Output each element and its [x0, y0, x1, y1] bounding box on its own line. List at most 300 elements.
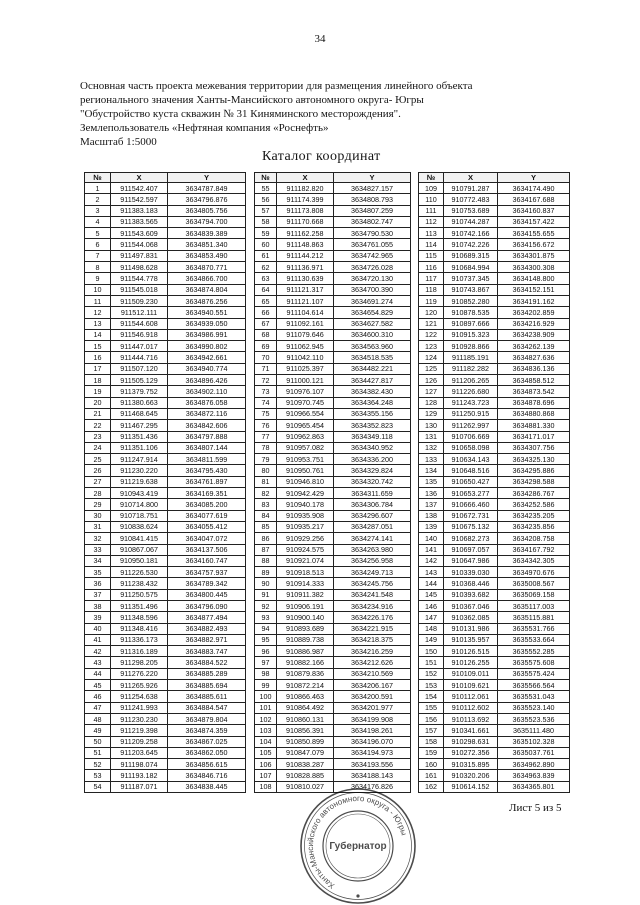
- x-coordinate: 911243.723: [444, 398, 498, 409]
- x-coordinate: 910697.057: [444, 545, 498, 556]
- x-coordinate: 911351.106: [111, 443, 168, 454]
- point-number: 7: [85, 251, 111, 262]
- point-number: 123: [419, 341, 444, 352]
- header-line-4: Землепользователь «Нефтяная компания «Роснефть»: [80, 122, 329, 134]
- y-coordinate: 3634990.802: [168, 341, 246, 352]
- x-coordinate: 910921.074: [277, 556, 334, 567]
- x-coordinate: 910672.731: [444, 511, 498, 522]
- point-number: 74: [255, 398, 277, 409]
- y-coordinate: 3634201.977: [334, 703, 411, 714]
- y-coordinate: 3634241.548: [334, 590, 411, 601]
- x-coordinate: 911542.407: [111, 183, 168, 194]
- point-number: 17: [85, 364, 111, 375]
- point-number: 90: [255, 578, 277, 589]
- x-coordinate: 910852.280: [444, 296, 498, 307]
- point-number: 78: [255, 443, 277, 454]
- table-header-number: №: [419, 173, 444, 183]
- x-coordinate: 910743.867: [444, 285, 498, 296]
- y-coordinate: 3634878.696: [498, 398, 570, 409]
- point-number: 150: [419, 646, 444, 657]
- x-coordinate: 911148.863: [277, 239, 334, 250]
- y-coordinate: 3634329.824: [334, 465, 411, 476]
- catalog-title: Каталог координат: [262, 149, 381, 164]
- point-number: 153: [419, 680, 444, 691]
- y-coordinate: 3635523.536: [498, 714, 570, 725]
- x-coordinate: 911062.945: [277, 341, 334, 352]
- y-coordinate: 3634155.655: [498, 228, 570, 239]
- point-number: 100: [255, 691, 277, 702]
- x-coordinate: 911348.596: [111, 612, 168, 623]
- point-number: 140: [419, 533, 444, 544]
- point-number: 63: [255, 273, 277, 284]
- point-number: 55: [255, 183, 277, 194]
- y-coordinate: 3634169.351: [168, 488, 246, 499]
- y-coordinate: 3634193.556: [334, 759, 411, 770]
- x-coordinate: 911546.918: [111, 330, 168, 341]
- x-coordinate: 910950.181: [111, 556, 168, 567]
- x-coordinate: 910900.140: [277, 612, 334, 623]
- x-coordinate: 910112.061: [444, 691, 498, 702]
- y-coordinate: 3635069.158: [498, 590, 570, 601]
- x-coordinate: 910368.446: [444, 578, 498, 589]
- point-number: 143: [419, 567, 444, 578]
- y-coordinate: 3634874.804: [168, 285, 246, 296]
- y-coordinate: 3634274.141: [334, 533, 411, 544]
- point-number: 6: [85, 239, 111, 250]
- point-number: 27: [85, 477, 111, 488]
- y-coordinate: 3634200.591: [334, 691, 411, 702]
- y-coordinate: 3634726.028: [334, 262, 411, 273]
- x-coordinate: 910866.463: [277, 691, 334, 702]
- y-coordinate: 3634986.991: [168, 330, 246, 341]
- x-coordinate: 911079.646: [277, 330, 334, 341]
- point-number: 70: [255, 352, 277, 363]
- x-coordinate: 910860.131: [277, 714, 334, 725]
- y-coordinate: 3634877.494: [168, 612, 246, 623]
- x-coordinate: 911512.111: [111, 307, 168, 318]
- y-coordinate: 3634427.817: [334, 375, 411, 386]
- point-number: 34: [85, 556, 111, 567]
- y-coordinate: 3635552.285: [498, 646, 570, 657]
- x-coordinate: 910911.382: [277, 590, 334, 601]
- x-coordinate: 911505.129: [111, 375, 168, 386]
- header-line-1: Основная часть проекта межевания территории для размещения линейного объекта: [80, 80, 473, 92]
- y-coordinate: 3634218.375: [334, 635, 411, 646]
- point-number: 156: [419, 714, 444, 725]
- point-number: 51: [85, 748, 111, 759]
- x-coordinate: 911383.183: [111, 206, 168, 217]
- y-coordinate: 3634245.756: [334, 578, 411, 589]
- x-coordinate: 910906.191: [277, 601, 334, 612]
- y-coordinate: 3634627.582: [334, 319, 411, 330]
- header-line-3: "Обустройство куста скважин № 31 Киняминского месторождения".: [80, 108, 401, 120]
- y-coordinate: 3634842.606: [168, 420, 246, 431]
- x-coordinate: 910918.513: [277, 567, 334, 578]
- point-number: 36: [85, 578, 111, 589]
- y-coordinate: 3635102.328: [498, 737, 570, 748]
- x-coordinate: 911467.295: [111, 420, 168, 431]
- x-coordinate: 911544.608: [111, 319, 168, 330]
- y-coordinate: 3634858.512: [498, 375, 570, 386]
- point-number: 82: [255, 488, 277, 499]
- point-number: 66: [255, 307, 277, 318]
- y-coordinate: 3635117.003: [498, 601, 570, 612]
- y-coordinate: 3634171.017: [498, 432, 570, 443]
- x-coordinate: 911250.575: [111, 590, 168, 601]
- table-header-number: №: [255, 173, 277, 183]
- y-coordinate: 3634296.607: [334, 511, 411, 522]
- y-coordinate: 3634208.758: [498, 533, 570, 544]
- y-coordinate: 3634482.221: [334, 364, 411, 375]
- x-coordinate: 910838.624: [111, 522, 168, 533]
- y-coordinate: 3635575.424: [498, 669, 570, 680]
- point-number: 134: [419, 465, 444, 476]
- point-number: 104: [255, 737, 277, 748]
- x-coordinate: 911383.565: [111, 217, 168, 228]
- y-coordinate: 3634563.960: [334, 341, 411, 352]
- x-coordinate: 910976.107: [277, 386, 334, 397]
- y-coordinate: 3634856.615: [168, 759, 246, 770]
- point-number: 53: [85, 770, 111, 781]
- y-coordinate: 3634896.426: [168, 375, 246, 386]
- x-coordinate: 910367.046: [444, 601, 498, 612]
- x-coordinate: 910943.419: [111, 488, 168, 499]
- point-number: 107: [255, 770, 277, 781]
- x-coordinate: 911336.173: [111, 635, 168, 646]
- point-number: 3: [85, 206, 111, 217]
- y-coordinate: 3634342.305: [498, 556, 570, 567]
- y-coordinate: 3634355.156: [334, 409, 411, 420]
- x-coordinate: 910113.692: [444, 714, 498, 725]
- x-coordinate: 911185.191: [444, 352, 498, 363]
- y-coordinate: 3634202.859: [498, 307, 570, 318]
- point-number: 103: [255, 725, 277, 736]
- y-coordinate: 3634873.542: [498, 386, 570, 397]
- x-coordinate: 910847.079: [277, 748, 334, 759]
- point-number: 159: [419, 748, 444, 759]
- y-coordinate: 3634882.971: [168, 635, 246, 646]
- y-coordinate: 3634320.742: [334, 477, 411, 488]
- x-coordinate: 910653.277: [444, 488, 498, 499]
- point-number: 105: [255, 748, 277, 759]
- x-coordinate: 910928.866: [444, 341, 498, 352]
- y-coordinate: 3634167.792: [498, 545, 570, 556]
- x-coordinate: 910889.738: [277, 635, 334, 646]
- point-number: 112: [419, 217, 444, 228]
- x-coordinate: 911144.212: [277, 251, 334, 262]
- x-coordinate: 910791.287: [444, 183, 498, 194]
- x-coordinate: 910135.957: [444, 635, 498, 646]
- y-coordinate: 3634352.823: [334, 420, 411, 431]
- point-number: 149: [419, 635, 444, 646]
- x-coordinate: 911203.645: [111, 748, 168, 759]
- point-number: 95: [255, 635, 277, 646]
- point-number: 126: [419, 375, 444, 386]
- x-coordinate: 911230.220: [111, 465, 168, 476]
- x-coordinate: 910882.166: [277, 657, 334, 668]
- x-coordinate: 910614.152: [444, 782, 498, 793]
- x-coordinate: 910935.908: [277, 511, 334, 522]
- x-coordinate: 910737.345: [444, 273, 498, 284]
- y-coordinate: 3635575.608: [498, 657, 570, 668]
- y-coordinate: 3634249.713: [334, 567, 411, 578]
- x-coordinate: 911182.820: [277, 183, 334, 194]
- y-coordinate: 3634827.157: [334, 183, 411, 194]
- y-coordinate: 3634262.139: [498, 341, 570, 352]
- y-coordinate: 3634306.784: [334, 499, 411, 510]
- y-coordinate: 3634807.259: [334, 206, 411, 217]
- coordinates-table-1: [84, 172, 246, 793]
- point-number: 65: [255, 296, 277, 307]
- x-coordinate: 910126.255: [444, 657, 498, 668]
- y-coordinate: 3634970.676: [498, 567, 570, 578]
- point-number: 119: [419, 296, 444, 307]
- x-coordinate: 910878.535: [444, 307, 498, 318]
- x-coordinate: 910893.689: [277, 624, 334, 635]
- x-coordinate: 911351.496: [111, 601, 168, 612]
- point-number: 21: [85, 409, 111, 420]
- y-coordinate: 3634796.876: [168, 194, 246, 205]
- x-coordinate: 910131.986: [444, 624, 498, 635]
- y-coordinate: 3634226.176: [334, 612, 411, 623]
- point-number: 5: [85, 228, 111, 239]
- x-coordinate: 911226.530: [111, 567, 168, 578]
- x-coordinate: 910935.217: [277, 522, 334, 533]
- x-coordinate: 911121.317: [277, 285, 334, 296]
- x-coordinate: 911250.915: [444, 409, 498, 420]
- x-coordinate: 910970.745: [277, 398, 334, 409]
- y-coordinate: 3634307.756: [498, 443, 570, 454]
- x-coordinate: 910714.800: [111, 499, 168, 510]
- point-number: 116: [419, 262, 444, 273]
- point-number: 20: [85, 398, 111, 409]
- point-number: 54: [85, 782, 111, 793]
- point-number: 25: [85, 454, 111, 465]
- table-header-x: X: [277, 173, 334, 183]
- y-coordinate: 3634720.130: [334, 273, 411, 284]
- y-coordinate: 3634902.110: [168, 386, 246, 397]
- x-coordinate: 911509.230: [111, 296, 168, 307]
- x-coordinate: 910648.516: [444, 465, 498, 476]
- point-number: 42: [85, 646, 111, 657]
- coordinates-table-3: [418, 172, 570, 793]
- x-coordinate: 911379.752: [111, 386, 168, 397]
- point-number: 2: [85, 194, 111, 205]
- point-number: 101: [255, 703, 277, 714]
- y-coordinate: 3634340.952: [334, 443, 411, 454]
- point-number: 40: [85, 624, 111, 635]
- y-coordinate: 3634216.929: [498, 319, 570, 330]
- stamp-center-text: Губернатор: [329, 841, 387, 852]
- point-number: 145: [419, 590, 444, 601]
- x-coordinate: 910867.067: [111, 545, 168, 556]
- stamp-dot-mark: [356, 894, 359, 897]
- point-number: 136: [419, 488, 444, 499]
- x-coordinate: 910914.333: [277, 578, 334, 589]
- point-number: 124: [419, 352, 444, 363]
- y-coordinate: 3635531.766: [498, 624, 570, 635]
- point-number: 144: [419, 578, 444, 589]
- point-number: 73: [255, 386, 277, 397]
- x-coordinate: 910872.214: [277, 680, 334, 691]
- point-number: 33: [85, 545, 111, 556]
- point-number: 131: [419, 432, 444, 443]
- y-coordinate: 3635037.761: [498, 748, 570, 759]
- point-number: 158: [419, 737, 444, 748]
- point-number: 67: [255, 319, 277, 330]
- y-coordinate: 3634839.389: [168, 228, 246, 239]
- x-coordinate: 911104.614: [277, 307, 334, 318]
- point-number: 64: [255, 285, 277, 296]
- point-number: 46: [85, 691, 111, 702]
- y-coordinate: 3634518.535: [334, 352, 411, 363]
- x-coordinate: 910950.761: [277, 465, 334, 476]
- x-coordinate: 910841.415: [111, 533, 168, 544]
- point-number: 148: [419, 624, 444, 635]
- y-coordinate: 3634654.829: [334, 307, 411, 318]
- y-coordinate: 3634364.248: [334, 398, 411, 409]
- point-number: 89: [255, 567, 277, 578]
- document-header: [80, 79, 473, 149]
- point-number: 122: [419, 330, 444, 341]
- x-coordinate: 910650.427: [444, 477, 498, 488]
- table-header-x: X: [111, 173, 168, 183]
- point-number: 146: [419, 601, 444, 612]
- y-coordinate: 3634691.274: [334, 296, 411, 307]
- y-coordinate: 3634789.342: [168, 578, 246, 589]
- x-coordinate: 911276.220: [111, 669, 168, 680]
- y-coordinate: 3634872.116: [168, 409, 246, 420]
- y-coordinate: 3634942.661: [168, 352, 246, 363]
- x-coordinate: 911187.071: [111, 782, 168, 793]
- point-number: 35: [85, 567, 111, 578]
- y-coordinate: 3634152.151: [498, 285, 570, 296]
- x-coordinate: 911136.971: [277, 262, 334, 273]
- table-header-y: Y: [498, 173, 570, 183]
- y-coordinate: 3634884.522: [168, 657, 246, 668]
- point-number: 160: [419, 759, 444, 770]
- point-number: 91: [255, 590, 277, 601]
- y-coordinate: 3634796.090: [168, 601, 246, 612]
- point-number: 114: [419, 239, 444, 250]
- x-coordinate: 910810.027: [277, 782, 334, 793]
- point-number: 79: [255, 454, 277, 465]
- x-coordinate: 911468.645: [111, 409, 168, 420]
- x-coordinate: 910856.391: [277, 725, 334, 736]
- y-coordinate: 3634286.767: [498, 488, 570, 499]
- x-coordinate: 911092.161: [277, 319, 334, 330]
- x-coordinate: 910666.460: [444, 499, 498, 510]
- table-header-x: X: [444, 173, 498, 183]
- x-coordinate: 910362.085: [444, 612, 498, 623]
- point-number: 121: [419, 319, 444, 330]
- point-number: 125: [419, 364, 444, 375]
- point-number: 110: [419, 194, 444, 205]
- point-number: 132: [419, 443, 444, 454]
- y-coordinate: 3634238.909: [498, 330, 570, 341]
- point-number: 9: [85, 273, 111, 284]
- point-number: 22: [85, 420, 111, 431]
- header-line-5: Масштаб 1:5000: [80, 136, 157, 148]
- x-coordinate: 911544.778: [111, 273, 168, 284]
- point-number: 68: [255, 330, 277, 341]
- x-coordinate: 910272.356: [444, 748, 498, 759]
- point-number: 137: [419, 499, 444, 510]
- x-coordinate: 911316.189: [111, 646, 168, 657]
- x-coordinate: 910940.178: [277, 499, 334, 510]
- table-header-number: №: [85, 173, 111, 183]
- sheet-number: Лист 5 из 5: [509, 802, 562, 814]
- y-coordinate: 3634838.445: [168, 782, 246, 793]
- y-coordinate: 3634600.310: [334, 330, 411, 341]
- x-coordinate: 910946.810: [277, 477, 334, 488]
- x-coordinate: 910965.454: [277, 420, 334, 431]
- y-coordinate: 3634876.256: [168, 296, 246, 307]
- point-number: 60: [255, 239, 277, 250]
- point-number: 58: [255, 217, 277, 228]
- point-number: 96: [255, 646, 277, 657]
- point-number: 85: [255, 522, 277, 533]
- y-coordinate: 3634962.890: [498, 759, 570, 770]
- x-coordinate: 911198.074: [111, 759, 168, 770]
- point-number: 49: [85, 725, 111, 736]
- point-number: 93: [255, 612, 277, 623]
- y-coordinate: 3634263.980: [334, 545, 411, 556]
- point-number: 31: [85, 522, 111, 533]
- y-coordinate: 3634802.747: [334, 217, 411, 228]
- x-coordinate: 911247.914: [111, 454, 168, 465]
- point-number: 59: [255, 228, 277, 239]
- y-coordinate: 3634325.130: [498, 454, 570, 465]
- point-number: 80: [255, 465, 277, 476]
- x-coordinate: 910915.323: [444, 330, 498, 341]
- point-number: 106: [255, 759, 277, 770]
- x-coordinate: 911193.182: [111, 770, 168, 781]
- x-coordinate: 911042.110: [277, 352, 334, 363]
- y-coordinate: 3634191.162: [498, 296, 570, 307]
- point-number: 38: [85, 601, 111, 612]
- x-coordinate: 911000.121: [277, 375, 334, 386]
- y-coordinate: 3634795.430: [168, 465, 246, 476]
- x-coordinate: 910718.751: [111, 511, 168, 522]
- point-number: 111: [419, 206, 444, 217]
- x-coordinate: 910897.666: [444, 319, 498, 330]
- point-number: 102: [255, 714, 277, 725]
- y-coordinate: 3634085.200: [168, 499, 246, 510]
- x-coordinate: 910109.011: [444, 669, 498, 680]
- point-number: 15: [85, 341, 111, 352]
- y-coordinate: 3634836.136: [498, 364, 570, 375]
- x-coordinate: 910744.287: [444, 217, 498, 228]
- point-number: 32: [85, 533, 111, 544]
- point-number: 24: [85, 443, 111, 454]
- x-coordinate: 911254.638: [111, 691, 168, 702]
- point-number: 30: [85, 511, 111, 522]
- y-coordinate: 3634808.793: [334, 194, 411, 205]
- y-coordinate: 3635008.567: [498, 578, 570, 589]
- x-coordinate: 911497.831: [111, 251, 168, 262]
- y-coordinate: 3634349.118: [334, 432, 411, 443]
- y-coordinate: 3634846.716: [168, 770, 246, 781]
- x-coordinate: 910953.751: [277, 454, 334, 465]
- x-coordinate: 911265.926: [111, 680, 168, 691]
- y-coordinate: 3634301.875: [498, 251, 570, 262]
- x-coordinate: 911230.230: [111, 714, 168, 725]
- x-coordinate: 911219.398: [111, 725, 168, 736]
- x-coordinate: 911226.680: [444, 386, 498, 397]
- point-number: 29: [85, 499, 111, 510]
- x-coordinate: 911121.107: [277, 296, 334, 307]
